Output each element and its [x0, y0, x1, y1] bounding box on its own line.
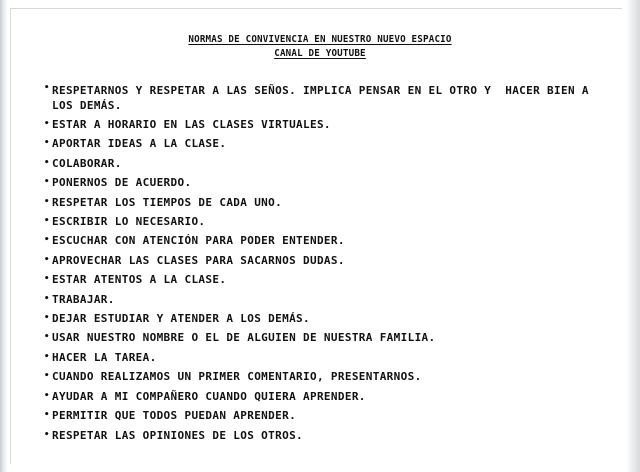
list-item — [44, 231, 604, 250]
title-line-1: NORMAS DE CONVIVENCIA EN NUESTRO NUEVO ESPACIO — [188, 34, 452, 45]
list-item — [44, 134, 604, 153]
list-item — [44, 328, 604, 347]
rules-list — [44, 81, 604, 445]
rule-text: TRABAJAR. — [52, 292, 115, 306]
rule-text: APORTAR IDEAS A LA CLASE. — [52, 137, 227, 151]
rule-text: DEJAR ESTUDIAR Y ATENDER A LOS DEMÁS. — [52, 312, 310, 326]
rule-text: RESPETAR LOS TIEMPOS DE CADA UNO. — [52, 195, 283, 209]
list-item — [44, 406, 604, 425]
bullet-icon: • — [44, 429, 50, 440]
rule-text: ESCRIBIR LO NECESARIO. — [52, 215, 206, 229]
bullet-icon: • — [44, 371, 50, 382]
page-right-shadow — [626, 0, 640, 472]
list-item — [44, 81, 604, 115]
rule-text: AYUDAR A MI COMPAÑERO CUANDO QUIERA APRENDER. — [52, 389, 366, 403]
rule-text: COLABORAR. — [52, 156, 122, 170]
bullet-icon: • — [44, 332, 50, 343]
list-item — [44, 154, 604, 173]
list-item — [44, 173, 604, 192]
list-item — [44, 348, 604, 367]
list-item — [44, 426, 604, 445]
rule-text: RESPETAR LAS OPINIONES DE LOS OTROS. — [52, 428, 304, 442]
list-item — [44, 251, 604, 270]
rule-text: APROVECHAR LAS CLASES PARA SACARNOS DUDAS. — [52, 253, 345, 267]
bullet-icon: • — [44, 83, 50, 93]
bullet-icon: • — [44, 390, 50, 401]
list-item — [44, 387, 604, 406]
list-item — [44, 270, 604, 289]
bullet-icon: • — [44, 235, 50, 246]
rule-text: ESCUCHAR CON ATENCIÓN PARA PODER ENTENDER. — [52, 234, 345, 248]
document-title — [0, 33, 640, 61]
rule-text: PONERNOS DE ACUERDO. — [52, 176, 192, 190]
rule-text: ESTAR A HORARIO EN LAS CLASES VIRTUALES. — [52, 118, 331, 131]
rule-text: USAR NUESTRO NOMBRE O EL DE ALGUIEN DE NUESTRA FAMILIA. — [52, 331, 436, 345]
list-item — [44, 212, 604, 231]
bullet-icon: • — [44, 138, 50, 149]
list-item — [44, 193, 604, 212]
bullet-icon: • — [44, 293, 50, 304]
bullet-icon: • — [44, 177, 50, 188]
bullet-icon: • — [44, 157, 50, 168]
bullet-icon: • — [44, 313, 50, 324]
bullet-icon: • — [44, 196, 50, 207]
rule-text: RESPETARNOS Y RESPETAR A LAS SEÑOS. IMPLICA PENSAR EN EL OTRO Y HACER BIEN A LOS DEMÁS. — [52, 84, 596, 112]
rule-text: PERMITIR QUE TODOS PUEDAN APRENDER. — [52, 409, 297, 423]
bullet-icon: • — [44, 254, 50, 265]
bullet-icon: • — [44, 274, 50, 285]
bullet-icon: • — [44, 119, 50, 129]
page-left-shadow — [0, 0, 8, 472]
title-line-2: CANAL DE YOUTUBE — [274, 48, 366, 59]
bullet-icon: • — [44, 216, 50, 227]
list-item — [44, 290, 604, 309]
bullet-icon: • — [44, 410, 50, 421]
rule-text: CUANDO REALIZAMOS UN PRIMER COMENTARIO, PRESENTARNOS. — [52, 370, 422, 384]
rule-text: ESTAR ATENTOS A LA CLASE. — [52, 273, 227, 287]
list-item — [44, 115, 604, 134]
rule-text: HACER LA TAREA. — [52, 350, 157, 364]
list-item — [44, 309, 604, 328]
bullet-icon: • — [44, 351, 50, 362]
list-item — [44, 367, 604, 386]
